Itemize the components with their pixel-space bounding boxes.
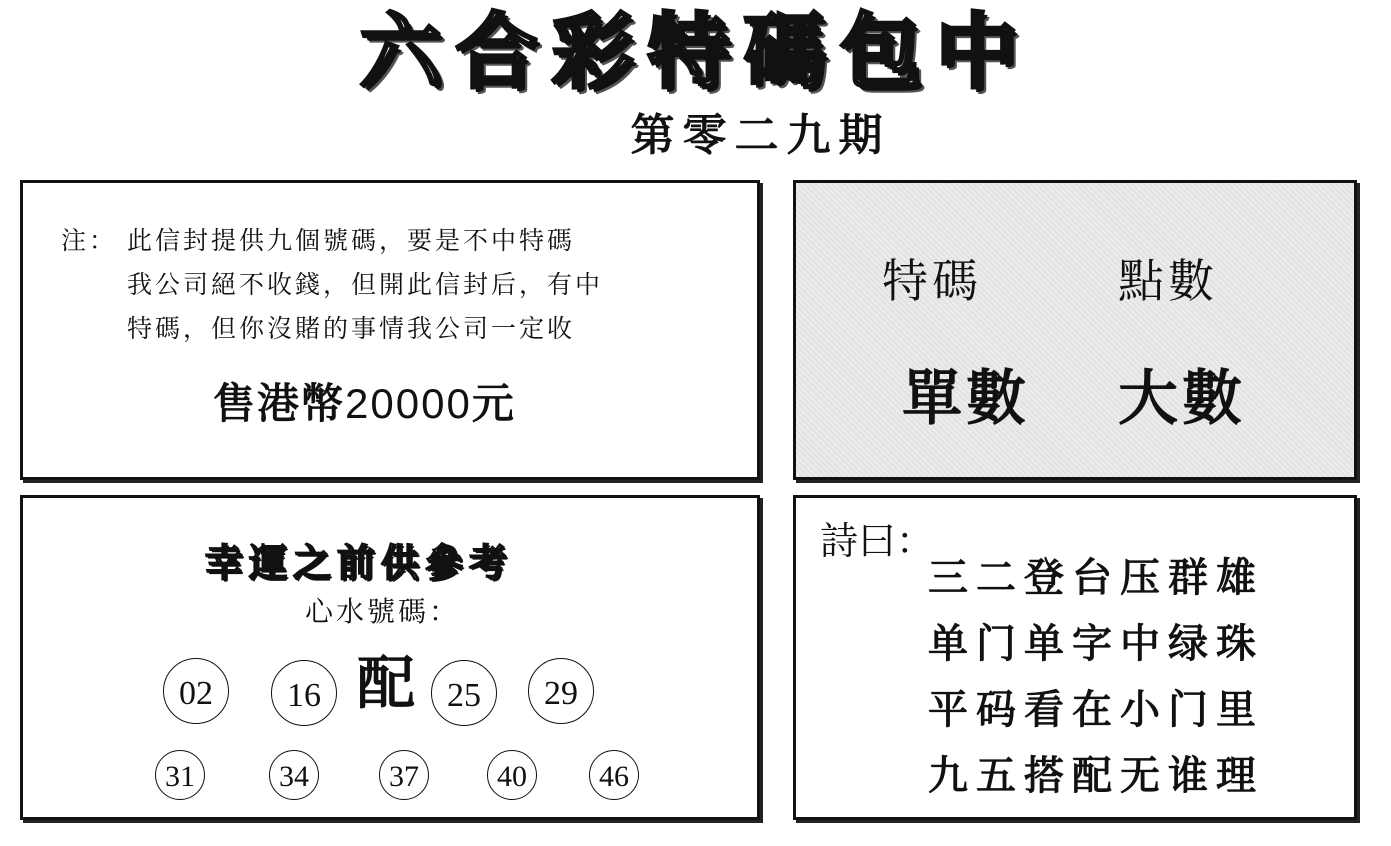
lucky-number: 02 [163, 658, 229, 724]
lucky-number: 29 [528, 658, 594, 724]
tips-box [793, 180, 1357, 480]
poem-line-1: 三二登台压群雄 [928, 554, 1264, 601]
note-line-3: 特碼，但你沒賭的事情我公司一定收 [127, 314, 576, 343]
lucky-subtitle: 心水號碼： [305, 595, 461, 628]
lucky-number: 37 [379, 750, 429, 800]
note-label: 注： [61, 226, 118, 255]
note-line-2: 我公司絕不收錢，但開此信封后，有中 [127, 270, 604, 299]
lucky-number: 31 [155, 750, 205, 800]
lucky-number: 40 [487, 750, 537, 800]
poem-line-3: 平码看在小门里 [928, 686, 1264, 733]
poem-box [793, 495, 1357, 820]
tip-points: 點數 [1118, 254, 1218, 308]
lucky-box [20, 495, 760, 820]
tip-special-code: 特碼 [882, 254, 982, 308]
lucky-number: 46 [589, 750, 639, 800]
price [213, 371, 516, 431]
price-prefix: 售港幣 [213, 379, 346, 428]
poem-line-4: 九五搭配无谁理 [928, 752, 1264, 799]
issue-number: 第零二九期 [630, 110, 891, 161]
price-unit: 元 [471, 379, 516, 428]
tip-odd: 單數 [902, 364, 1030, 434]
poem-line-2: 单门单字中绿珠 [928, 620, 1264, 667]
price-amount: 20000 [345, 380, 472, 427]
match-label: 配 [357, 649, 416, 717]
lucky-number: 34 [269, 750, 319, 800]
page-title: 六合彩特碼包中 [359, 4, 1032, 100]
poem-heading: 詩曰： [820, 519, 935, 563]
tip-big: 大數 [1118, 364, 1246, 434]
note-line-1: 此信封提供九個號碼，要是不中特碼 [127, 226, 576, 255]
lucky-number: 25 [431, 660, 497, 726]
lucky-number: 16 [271, 660, 337, 726]
lucky-title: 幸運之前供參考 [205, 540, 514, 585]
note-box [20, 180, 760, 480]
